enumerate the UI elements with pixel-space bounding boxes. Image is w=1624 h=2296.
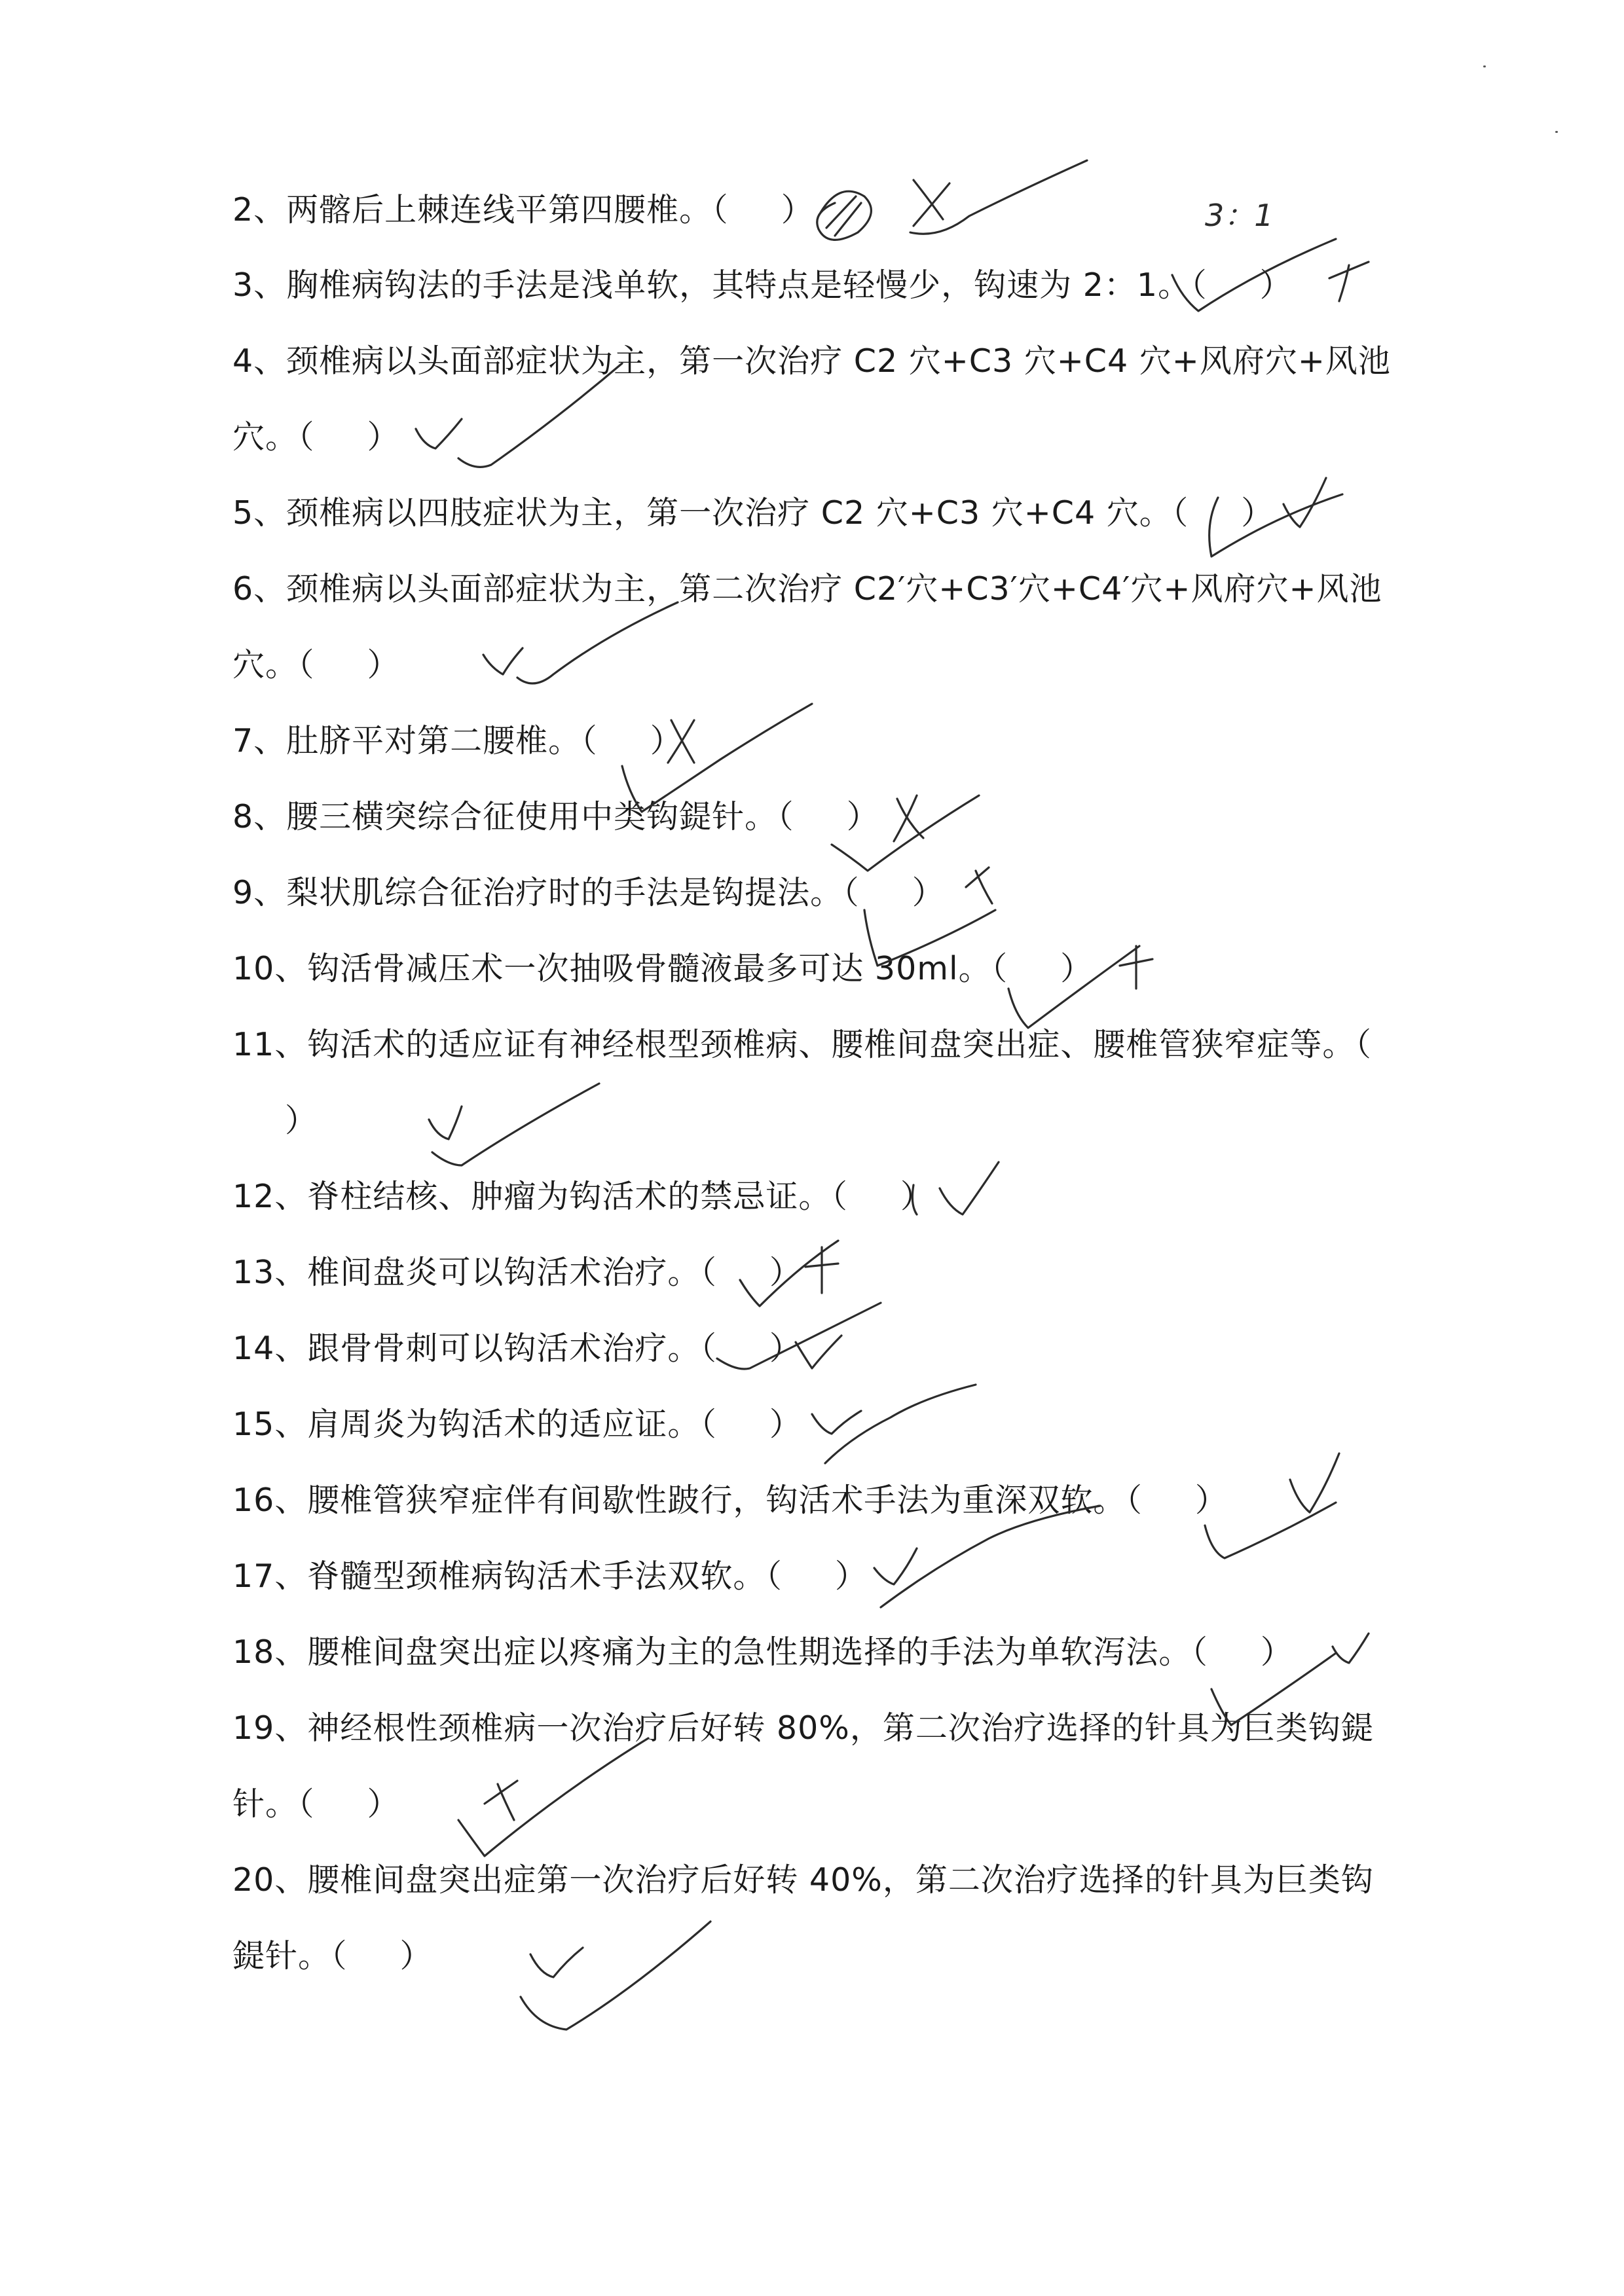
question-text: 10、钩活骨减压术一次抽吸骨髓液最多可达 30ml。（	[232, 950, 1008, 987]
question-text: 16、腰椎管狭窄症伴有间歇性跛行，钩活术手法为重深双软。（	[232, 1482, 1143, 1519]
question-7	[232, 703, 1398, 779]
close-paren: ）	[900, 1178, 933, 1215]
question-text: 15、肩周炎为钩活术的适应证。（	[232, 1406, 717, 1443]
question-10	[232, 931, 1398, 1007]
question-6	[232, 551, 1398, 703]
close-paren: ）	[781, 191, 814, 228]
question-text: 6、颈椎病以头面部症状为主，第二次治疗 C2′穴+C3′穴+C4′穴+风府穴+风池穴。（	[232, 570, 1382, 683]
question-text: 19、神经根性颈椎病一次治疗后好转 80%，第二次治疗选择的针具为巨类钩鍉针。（	[232, 1709, 1374, 1823]
close-paren: ）	[1241, 494, 1274, 532]
close-paren: ）	[834, 1558, 868, 1595]
scan-speck	[1555, 131, 1558, 133]
question-text: 11、钩活术的适应证有神经根型颈椎病、腰椎间盘突出症、腰椎管狭窄症等。（	[232, 1026, 1372, 1063]
question-text: 13、椎间盘炎可以钩活术治疗。（	[232, 1254, 717, 1291]
margin-note-ratio: 3：1	[1205, 198, 1274, 233]
question-4	[232, 323, 1398, 475]
close-paren: ）	[912, 874, 945, 911]
question-5	[232, 475, 1398, 551]
question-14	[232, 1311, 1398, 1387]
question-text: 9、梨状肌综合征治疗时的手法是钩提法。（	[232, 874, 860, 911]
question-text: 5、颈椎病以四肢症状为主，第一次治疗 C2 穴+C3 穴+C4 穴。（	[232, 494, 1189, 532]
question-text: 2、两髂后上棘连线平第四腰椎。（	[232, 191, 729, 228]
question-16	[232, 1463, 1398, 1539]
question-11	[232, 1007, 1398, 1159]
close-paren: ）	[650, 722, 683, 759]
close-paren: ）	[769, 1406, 802, 1443]
question-text: 8、腰三横突综合征使用中类钩鍉针。（	[232, 798, 794, 835]
question-8	[232, 779, 1398, 855]
close-paren: ）	[846, 798, 879, 835]
close-paren: ）	[367, 418, 400, 456]
close-paren: ）	[1259, 266, 1293, 304]
question-18	[232, 1614, 1398, 1690]
question-15	[232, 1387, 1398, 1463]
question-text: 20、腰椎间盘突出症第一次治疗后好转 40%，第二次治疗选择的针具为巨类钩鍉针。（	[232, 1861, 1374, 1975]
question-9	[232, 855, 1398, 931]
question-text: 12、脊柱结核、肿瘤为钩活术的禁忌证。（	[232, 1178, 848, 1215]
close-paren: ）	[367, 1785, 400, 1823]
close-paren: ）	[1194, 1482, 1228, 1519]
close-paren: ）	[1260, 1633, 1293, 1671]
scan-speck	[1483, 65, 1486, 67]
question-19	[232, 1690, 1398, 1842]
question-3	[232, 247, 1398, 323]
question-20	[232, 1842, 1398, 1994]
close-paren: ）	[1060, 950, 1094, 987]
question-12	[232, 1159, 1398, 1235]
question-13	[232, 1235, 1398, 1311]
close-paren: ）	[769, 1254, 802, 1291]
question-text: 4、颈椎病以头面部症状为主，第一次治疗 C2 穴+C3 穴+C4 穴+风府穴+风池穴。（	[232, 342, 1391, 456]
question-text: 14、跟骨骨刺可以钩活术治疗。（	[232, 1330, 717, 1367]
close-paren: ）	[285, 1102, 318, 1139]
question-text: 7、肚脐平对第二腰椎。（	[232, 722, 598, 759]
question-text: 18、腰椎间盘突出症以疼痛为主的急性期选择的手法为单软泻法。（	[232, 1633, 1208, 1671]
close-paren: ）	[399, 1937, 433, 1975]
question-text: 3、胸椎病钩法的手法是浅单软，其特点是轻慢少，钩速为 2：1。（	[232, 266, 1208, 304]
question-text: 17、脊髓型颈椎病钩活术手法双软。（	[232, 1558, 783, 1595]
close-paren: ）	[769, 1330, 802, 1367]
close-paren: ）	[367, 646, 400, 683]
question-2	[232, 172, 1398, 248]
question-17	[232, 1539, 1398, 1614]
